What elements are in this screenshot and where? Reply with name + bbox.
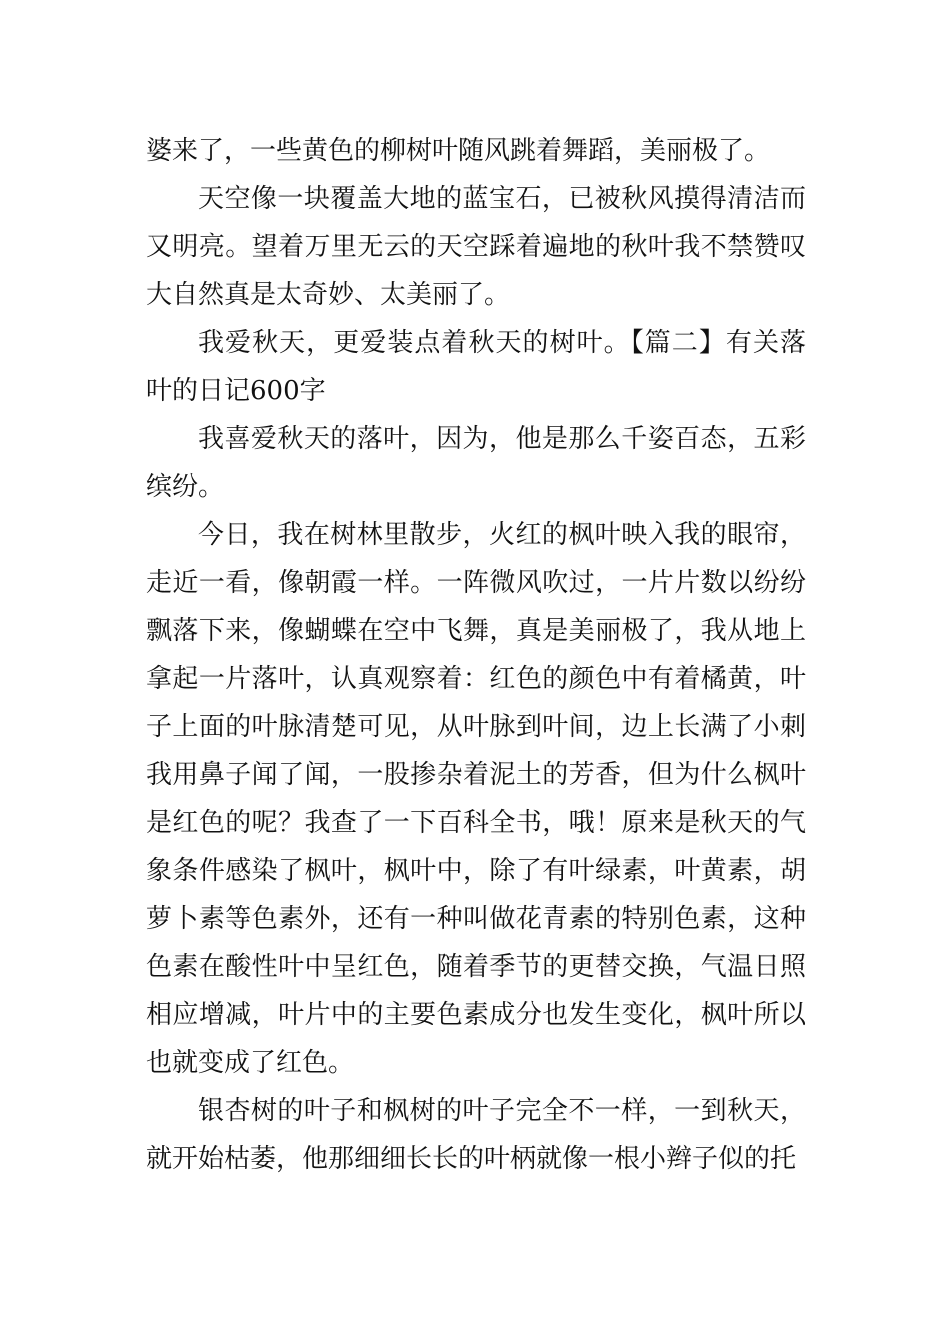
paragraph-3: 我爱秋天，更爱装点着秋天的树叶。【篇二】有关落叶的日记600字 xyxy=(146,328,806,406)
paragraph-4: 我喜爱秋天的落叶，因为，他是那么千姿百态，五彩缤纷。 xyxy=(146,424,806,502)
document-body xyxy=(146,127,806,1183)
paragraph-6: 银杏树的叶子和枫树的叶子完全不一样，一到秋天，就开始枯萎，他那细细长长的叶柄就像一根小辫子似的托 xyxy=(146,1096,806,1174)
paragraph-2: 天空像一块覆盖大地的蓝宝石，已被秋风摸得清洁而又明亮。望着万里无云的天空踩着遍地的秋叶我不禁赞叹大自然真是太奇妙、太美丽了。 xyxy=(146,184,806,310)
paragraph-5: 今日，我在树林里散步，火红的枫叶映入我的眼帘，走近一看，像朝霞一样。一阵微风吹过，一片片数以纷纷飘落下来，像蝴蝶在空中飞舞，真是美丽极了，我从地上拿起一片落叶，认真观察着：红色的颜色中有着橘黄，叶子上面的叶脉清楚可见，从叶脉到叶间，边上长满了小刺我用鼻子闻了闻，一股掺杂着泥土的芳香，但为什么枫叶是红色的呢？我查了一下百科全书，哦！原来是秋天的气象条件感染了枫叶，枫叶中，除了有叶绿素，叶黄素，胡萝卜素等色素外，还有一种叫做花青素的特别色素，这种色素在酸性叶中呈红色，随着季节的更替交换，气温日照相应增减，叶片中的主要色素成分也发生变化，枫叶所以也就变成了红色。 xyxy=(146,520,806,1078)
paragraph-1: 婆来了，一些黄色的柳树叶随风跳着舞蹈，美丽极了。 xyxy=(146,136,771,166)
